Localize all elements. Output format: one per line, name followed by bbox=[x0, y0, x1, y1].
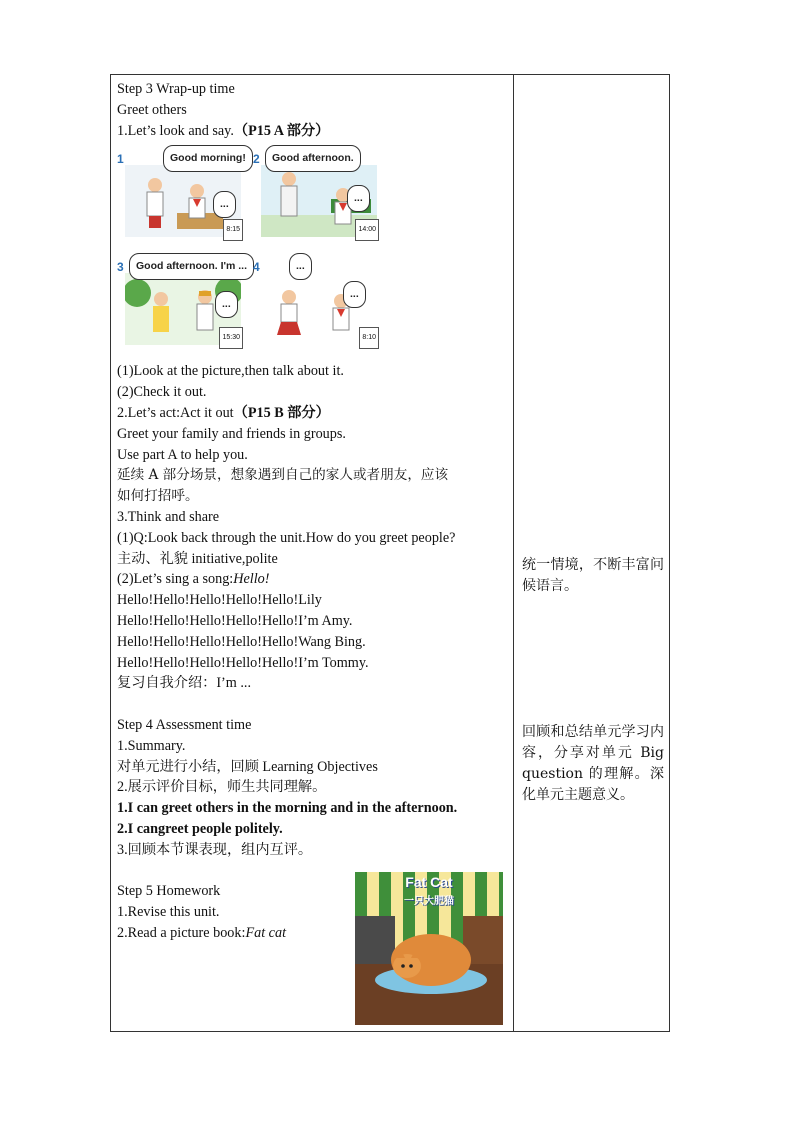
panel-number: 4 bbox=[253, 260, 260, 275]
speech-bubble: Good morning! bbox=[163, 145, 253, 172]
greet-family-text: Greet your family and friends in groups. bbox=[117, 425, 346, 442]
procedure-column bbox=[117, 79, 509, 944]
song-label: (2)Let’s sing a song: bbox=[117, 571, 234, 588]
step4-title: Step 4 Assessment time bbox=[117, 716, 252, 733]
goal-2: 2.I cangreet people politely. bbox=[117, 820, 283, 837]
look-and-say-line bbox=[117, 121, 509, 142]
answer-text: 主动、礼貌 initiative,polite bbox=[117, 550, 278, 567]
lyric-line: Hello!Hello!Hello!Hello!Hello!I’m Tommy. bbox=[117, 654, 369, 671]
act-it-out-line bbox=[117, 403, 509, 424]
reply-bubble: ... bbox=[215, 291, 238, 318]
goal-1: 1.I can greet others in the morning and in the afternoon. bbox=[117, 800, 458, 817]
panel-3 bbox=[117, 253, 247, 349]
check-instruction: (2)Check it out. bbox=[117, 384, 207, 401]
column-divider bbox=[513, 75, 514, 1031]
clock-badge: 8:10 bbox=[359, 327, 379, 350]
look-and-say-text: 1.Let’s look and say. bbox=[117, 122, 234, 139]
song-title: Hello! bbox=[233, 571, 270, 588]
book-name: Fat cat bbox=[245, 924, 287, 941]
reply-bubble: ... bbox=[213, 191, 236, 218]
reply-bubble: ... bbox=[343, 281, 366, 308]
textbook-panels bbox=[117, 145, 387, 355]
extend-scene-text-2: 如何打招呼。 bbox=[117, 488, 199, 505]
read-book-label: 2.Read a picture book: bbox=[117, 924, 246, 941]
panel-4 bbox=[253, 253, 379, 349]
clock-badge: 8:15 bbox=[223, 219, 243, 242]
question-text: (1)Q:Look back through the unit.How do you greet people? bbox=[117, 529, 456, 546]
speech-bubble: Good afternoon. bbox=[265, 145, 361, 172]
song-line bbox=[117, 569, 509, 590]
extend-scene-text-1: 延续 A 部分场景，想象遇到自己的家人或者朋友，应该 bbox=[117, 467, 449, 484]
panel-2 bbox=[253, 145, 379, 241]
clock-badge: 14:00 bbox=[355, 219, 379, 242]
lyric-line: Hello!Hello!Hello!Hello!Hello!Wang Bing. bbox=[117, 633, 366, 650]
speech-bubble: ... bbox=[289, 253, 312, 280]
clock-badge: 15:30 bbox=[219, 327, 243, 350]
step3-subtitle: Greet others bbox=[117, 101, 187, 118]
book-cover-title: Fat Cat bbox=[405, 874, 453, 890]
act-it-out-ref: （P15 B 部分） bbox=[233, 404, 330, 421]
lyric-line: Hello!Hello!Hello!Hello!Hello!Lily bbox=[117, 592, 322, 609]
peer-review-text: 3.回顾本节课表现，组内互评。 bbox=[117, 841, 313, 858]
panel-number: 2 bbox=[253, 152, 260, 167]
panel-number: 3 bbox=[117, 260, 124, 275]
book-cover-subtitle: 一只大肥猫 bbox=[404, 896, 454, 907]
note-summary: 回顾和总结单元学习内容，分享对单元 Big question 的理解。深化单元主题意义。 bbox=[522, 724, 664, 803]
use-part-a-text: Use part A to help you. bbox=[117, 446, 248, 463]
review-intro-text: 复习自我介绍：I’m ... bbox=[117, 675, 251, 692]
summary-text: 1.Summary. bbox=[117, 737, 186, 754]
step3-title: Step 3 Wrap-up time bbox=[117, 81, 235, 97]
lyric-line: Hello!Hello!Hello!Hello!Hello!I’m Amy. bbox=[117, 612, 353, 629]
summary-cn-text: 对单元进行小结，回顾 Learning Objectives bbox=[117, 758, 378, 775]
show-goals-text: 2.展示评价目标，师生共同理解。 bbox=[117, 779, 327, 796]
panel-number: 1 bbox=[117, 152, 124, 167]
think-and-share: 3.Think and share bbox=[117, 508, 220, 525]
fat-cat-book-cover bbox=[355, 860, 503, 1025]
reply-bubble: ... bbox=[347, 185, 370, 212]
step5-title: Step 5 Homework bbox=[117, 883, 221, 900]
look-and-say-ref: （P15 A 部分） bbox=[233, 122, 330, 139]
panel-1 bbox=[117, 145, 246, 241]
revise-text: 1.Revise this unit. bbox=[117, 904, 220, 921]
act-it-out-text: 2.Let’s act:Act it out bbox=[117, 404, 234, 421]
speech-bubble: Good afternoon. I'm ... bbox=[129, 253, 254, 280]
note-situation: 统一情境，不断丰富问候语言。 bbox=[522, 557, 664, 594]
look-instruction: (1)Look at the picture,then talk about it. bbox=[117, 363, 344, 380]
